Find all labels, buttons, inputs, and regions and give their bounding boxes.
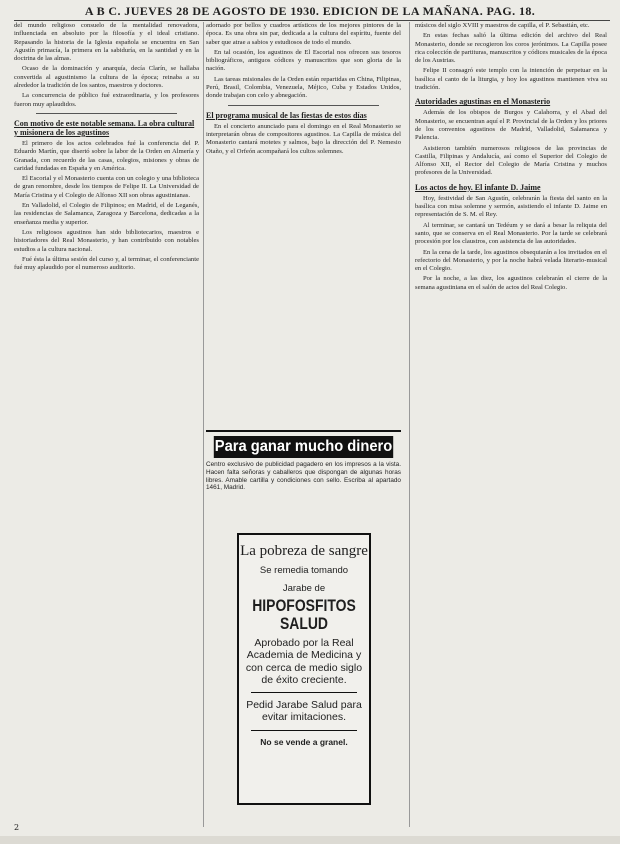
article-paragraph: En Valladolid, el Colegio de Filipinos; en Madrid, el de Leganés, las residencias de Salamanca, Zaragoza y Barcelona, dedicadas a la enseñanza media y superior. [14, 202, 199, 226]
column-divider [409, 22, 410, 827]
ad-earn-money [206, 430, 401, 518]
section-heading: Autoridades agustinas en el Monasterio [415, 97, 551, 107]
section-divider [36, 113, 177, 114]
section-divider [228, 105, 379, 106]
ad-title: La pobreza de sangre [240, 543, 368, 559]
section-heading: El programa musical de las fiestas de estos días [206, 110, 367, 120]
column-3 [415, 22, 607, 827]
ad-syrup-label: Jarabe de [282, 583, 326, 594]
article-paragraph: La concurrencia de público fué extraordinaria, y los profesores fueron muy aplaudidos. [14, 92, 199, 108]
article-paragraph: Al terminar, se cantará un Tedéum y se dará a besar la reliquia del santo, que se conserva en el Real Monasterio. Por la tarde se celebrará procesión por los claustros, con asistencia de las autoridades. [415, 221, 607, 246]
article-paragraph: Las tareas misionales de la Orden están repartidas en China, Filipinas, Perú, Brasil, Colombia, Venezuela, Méjico, Cuba y Estados Unidos, donde trabajan con celo y abnegación. [206, 75, 401, 100]
article-paragraph: Asistieron también numerosos religiosos de las provincias de Castilla, Filipinas y Andalucía, así como el Superior del Colegio de Alfonso XII, el Rector del Colegio de María Cristina y muchos profesores de la Universidad. [415, 144, 607, 177]
page-edge [0, 836, 620, 844]
page-mark: 2 [14, 823, 20, 832]
ad-advice: Pedid Jarabe Salud para evitar imitaciones. [246, 699, 362, 724]
article-paragraph: En tal ocasión, los agustinos de El Escorial nos ofrecen sus tesoros bibliográficos, antiguos códices y manuscritos que son gloria de la nación. [206, 48, 401, 73]
article-paragraph: músicos del siglo XVIII y maestros de capilla, el P. Sebastián, etc. [415, 22, 590, 29]
ad-brand: HIPOFOSFITOS SALUD [252, 596, 356, 633]
ad-headline: Para ganar mucho dinero [214, 436, 393, 458]
ad-subtitle: Se remedia tomando [259, 565, 349, 576]
article-paragraph: En el concierto anunciado para el domingo en el Real Monasterio se interpretarán obras de compositores agustinos. La Capilla de música del Monasterio cantará motetes y salmos, bajo la dirección del P. Nemesio Otaño, y el Orfeón acompañará los cultos solemnes. [206, 122, 401, 155]
page-header: A B C. JUEVES 28 DE AGOSTO DE 1930. EDICION DE LA MAÑANA. PAG. 18. [84, 4, 536, 18]
column-1 [14, 22, 199, 827]
article-paragraph: adornado por bellos y cuadros artísticos de los mejores pintores de la época. Es una obra sin par, dedicada a la cultura del espíritu, fuente del saber que atrae a sabios y estudiosos de todo el mundo. [206, 22, 401, 46]
column-divider [203, 22, 204, 827]
article-paragraph: Por la noche, a las diez, los agustinos celebrarán el cierre de la semana agustiniana en el salón de actos del Real Colegio. [415, 275, 607, 291]
article-paragraph: Fué ésta la última sesión del curso y, al terminar, el conferenciante fué muy aplaudido por el numeroso auditorio. [14, 255, 199, 272]
ad-text: Centro exclusivo de publicidad pagadero en los impresos a la vista. Hacen falta señoras y caballeros que dispongan de algunas horas libres. Amable cartilla y condiciones con sello. Escriba al apartado 1461, Madrid. [206, 461, 401, 492]
section-heading: Con motivo de este notable semana. La obra cultural y misionera de los agustinos [14, 118, 195, 137]
article-paragraph: Hoy, festividad de San Agustín, celebrarán la fiesta del santo en la basílica con misa solemne y sermón, asistiendo el infante D. Jaime en representación de S. M. el Rey. [415, 194, 607, 219]
ad-body: Aprobado por la Real Academia de Medicina y con cerca de medio siglo de éxito creciente. [245, 637, 363, 686]
ad-divider [251, 692, 357, 693]
article-paragraph: Felipe II consagró este templo con la intención de perpetuar en la basílica el canto de la liturgia, y hoy los agustinos mantienen viva su tradición. [415, 67, 607, 92]
ad-divider [251, 730, 357, 731]
article-paragraph: En estas fechas salió la última edición del archivo del Real Monasterio, donde se recogieron los coros jerónimos. La Capilla posee rica colección de partituras, manuscritos y códices musicales de la época de los Austrias. [415, 32, 607, 65]
article-paragraph: Ocaso de la dominación y anarquía, decía Clarín, se hallaba convertida al agustinismo la cultura de la época; reinaba a su alrededor la tradición de los santos, maestros y doctores. [14, 65, 199, 90]
section-heading: Los actos de hoy. El infante D. Jaime [415, 182, 541, 192]
column-2 [206, 22, 401, 422]
article-paragraph: Además de los obispos de Burgos y Calahorra, y el Abad del Monasterio, se encuentran aquí el P. Provincial de la Orden y los priores de los conventos agustinos de Madrid, Valladolid, Salamanca y Palencia. [415, 109, 607, 142]
article-paragraph: Los religiosos agustinos han sido bibliotecarios, maestros e historiadores del Real Monasterio, y han contribuido con notables estudios a la cultura nacional. [14, 228, 199, 253]
header-rule [14, 20, 610, 21]
article-paragraph: En la cena de la tarde, los agustinos obsequiarán a los invitados en el refectorio del Monasterio, y por la noche habrá velada literario-musical en el Colegio. [415, 248, 607, 273]
article-paragraph: El Escorial y el Monasterio cuenta con un colegio y una biblioteca de gran renombre, desde los tiempos de Felipe II. La Universidad de María Cristina y el Colegio de Alfonso XII son obras agustinianas. [14, 175, 199, 199]
ad-footer: No se vende a granel. [260, 736, 348, 747]
article-paragraph: El primero de los actos celebrados fué la conferencia del P. Eduardo Martín, que disertó sobre la labor de la Orden en Almería y Granada, con recuerdo de las casas, colegios, misiones y obras de caridad fundadas en España y en América. [14, 139, 199, 172]
article-paragraph: del mundo religioso consuelo de la mentalidad renovadora, influenciada en absoluto por la filosofía y el ideal cristiano. Repasando la historia de la Iglesia española se encuentra en San Agustín primacía, la primera en la sabiduría, en la santidad y en la doctrina de las almas. [14, 22, 199, 63]
ad-syrup [237, 533, 371, 805]
